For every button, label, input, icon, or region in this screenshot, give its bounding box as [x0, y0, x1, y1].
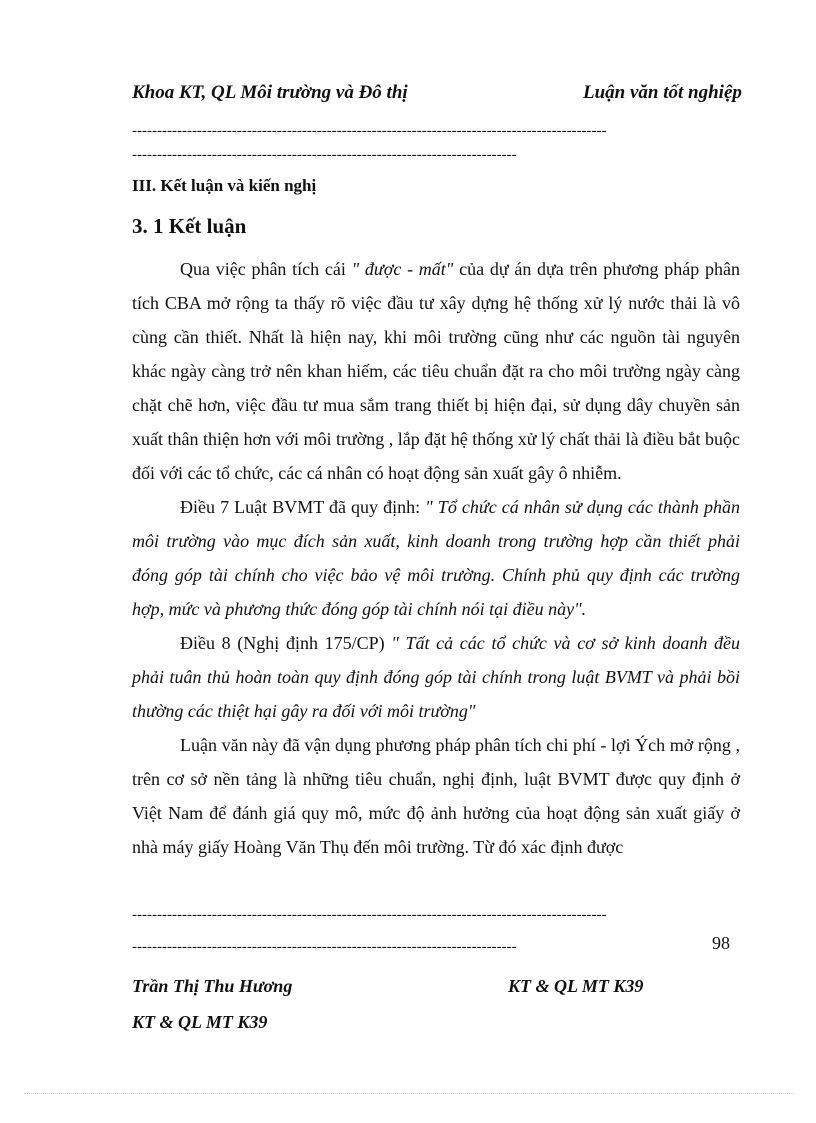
- footer-class-left: KT & QL MT K39: [132, 1012, 268, 1032]
- page-number: 98: [712, 933, 730, 953]
- paragraph-4: Luận văn này đã vận dụng phương pháp phân tích chi phí - lợi Ých mở rộng , trên cơ sở nền tảng là những tiêu chuẩn, nghị định, luật BVMT được quy định ở Việt Nam để đánh giá quy mô, mức độ ảnh hưởng của hoạt động sản xuất giấy ở nhà máy giấy Hoàng Văn Thụ đến môi trường. Từ đó xác định được: [132, 735, 740, 857]
- section-heading: III. Kết luận và kiến nghị: [132, 176, 317, 195]
- header-dashed-rule-short: -----------------------------------------------------------------------------: [132, 147, 517, 163]
- footer-dashed-rule-short: -----------------------------------------------------------------------------: [132, 939, 517, 955]
- footer-dashed-rule-long: -----------------------------------------------------------------------------------------------: [132, 907, 607, 923]
- footer-author: Trần Thị Thu Hương: [132, 976, 293, 996]
- body-text: [132, 252, 740, 864]
- paragraph-2: Điều 7 Luật BVMT đã quy định: " Tổ chức cá nhân sử dụng các thành phần môi trường vào mục đích sản xuất, kinh doanh trong trường hợp cần thiết phải đóng góp tài chính cho việc bảo vệ môi trường. Chính phủ quy định các trường hợp, mức và phương thức đóng góp tài chính nói tại điều này".: [132, 497, 740, 619]
- paragraph-3: Điều 8 (Nghị định 175/CP) " Tất cả các tổ chức và cơ sở kinh doanh đều phải tuân thủ hoàn toàn quy định đóng góp tài chính trong luật BVMT và phải bồi thường các thiệt hại gây ra đối với môi trường": [132, 633, 740, 721]
- page-bottom-border: [24, 1093, 794, 1094]
- header-thesis-type: Luận văn tốt nghiệp: [583, 82, 742, 103]
- subsection-heading: 3. 1 Kết luận: [132, 214, 247, 238]
- header-faculty: Khoa KT, QL Môi trường và Đô thị: [132, 82, 408, 103]
- paragraph-1: Qua việc phân tích cái " được - mất" của dự án dựa trên phương pháp phân tích CBA mở rộng ta thấy rõ việc đầu tư xây dựng hệ thống xử lý nước thải là vô cùng cần thiết. Nhất là hiện nay, khi môi trường cũng như các nguồn tài nguyên khác ngày càng trở nên khan hiếm, các tiêu chuẩn đặt ra cho môi trường ngày càng chặt chẽ hơn, việc đầu tư mua sắm trang thiết bị hiện đại, sử dụng dây chuyền sản xuất thân thiện hơn với môi trường , lắp đặt hệ thống xử lý chất thải là điều bắt buộc đối với các tổ chức, các cá nhân có hoạt động sản xuất gây ô nhiễm.: [132, 259, 740, 483]
- footer-class-right: KT & QL MT K39: [508, 976, 644, 996]
- header-dashed-rule-long: -----------------------------------------------------------------------------------------------: [132, 123, 607, 139]
